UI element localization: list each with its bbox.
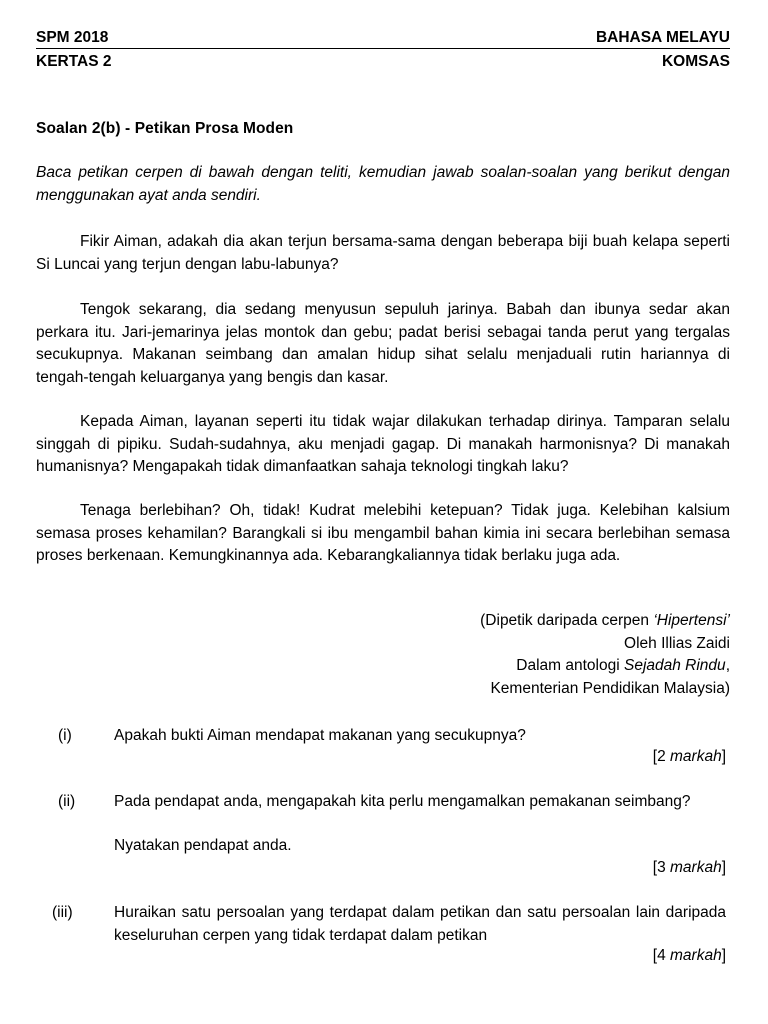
marks-open: [2 xyxy=(652,748,670,765)
header-row-bottom xyxy=(36,53,730,71)
exam-year: SPM 2018 xyxy=(36,29,109,46)
question-marks xyxy=(653,857,726,880)
citation-publisher: Kementerian Pendidikan Malaysia) xyxy=(490,679,730,697)
question-number: (ii) xyxy=(58,793,76,810)
header-divider xyxy=(36,48,730,49)
marks-open: [4 xyxy=(652,947,670,964)
passage-paragraph-1: Fikir Aiman, adakah dia akan terjun bersama-sama dengan beberapa biji buah kelapa seperti Si Luncai yang terjun dengan labu-labunya? xyxy=(36,233,730,273)
citation-line-1 xyxy=(480,610,730,633)
question-marks xyxy=(653,746,726,769)
question-marks xyxy=(653,945,726,968)
citation xyxy=(480,610,730,700)
marks-close: ] xyxy=(721,748,726,765)
passage-paragraph-3: Kepada Aiman, layanan seperti itu tidak wajar dilakukan terhadap dirinya. Tamparan selalu singgah di pipiku. Sudah-sudahnya, aku menjadi gagap. Di manakah harmonisnya? Di manakah humanisnya? Mengapakah tidak dimanfaatkan sahaja teknologi tingkah laku? xyxy=(36,413,730,475)
citation-author: Oleh Illias Zaidi xyxy=(624,634,730,652)
passage-paragraph-4: Tenaga berlebihan? Oh, tidak! Kudrat melebihi ketepuan? Tidak juga. Kelebihan kalsium semasa proses kehamilan? Barangkali si ibu mengambil bahan kimia ini secara berlebihan semasa proses berkenaan. Kemungkinannya ada. Kebarangkaliannya tidak berlaku juga ada. xyxy=(36,502,730,564)
component-name: KOMSAS xyxy=(661,53,730,70)
marks-word: markah xyxy=(670,947,722,964)
passage-paragraph-2: Tengok sekarang, dia sedang menyusun sepuluh jarinya. Babah dan ibunya sedar akan perkara itu. Jari-jemarinya jelas montok dan gebu; padat berisi sebagai tanda perut yang tergalas secukupnya. Makanan seimbang dan amalan hidup sihat selalu menjaduali rutin hariannya di tengah-tengah keluarganya yang bengis dan kasar. xyxy=(36,301,730,386)
question-text: Apakah bukti Aiman mendapat makanan yang secukupnya? xyxy=(114,727,526,744)
instruction-text: Baca petikan cerpen di bawah dengan teliti, kemudian jawab soalan-soalan yang berikut dengan menggunakan ayat anda sendiri. xyxy=(36,164,730,204)
citation-anthology-prefix: Dalam antologi xyxy=(516,657,624,674)
citation-comma: , xyxy=(725,657,730,674)
question-extra: Nyatakan pendapat anda. xyxy=(114,837,292,854)
citation-line-3 xyxy=(480,655,730,678)
citation-prefix: (Dipetik daripada cerpen xyxy=(480,612,654,629)
marks-close: ] xyxy=(721,859,726,876)
header-row-top xyxy=(36,29,730,47)
story-title: ‘Hipertensi’ xyxy=(653,612,730,629)
marks-close: ] xyxy=(721,947,726,964)
marks-open: [3 xyxy=(652,859,670,876)
section-title: Soalan 2(b) - Petikan Prosa Moden xyxy=(36,120,294,137)
paper-number: KERTAS 2 xyxy=(36,53,112,70)
question-text: Pada pendapat anda, mengapakah kita perlu mengamalkan pemakanan seimbang? xyxy=(114,793,691,810)
question-number: (i) xyxy=(58,727,72,744)
question-number: (iii) xyxy=(52,904,73,921)
subject-name: BAHASA MELAYU xyxy=(595,29,730,46)
anthology-title: Sejadah Rindu xyxy=(623,657,726,674)
marks-word: markah xyxy=(670,859,722,876)
question-text: Huraikan satu persoalan yang terdapat dalam petikan dan satu persoalan lain daripada keseluruhan cerpen yang tidak terdapat dalam petikan xyxy=(114,904,726,944)
marks-word: markah xyxy=(670,748,722,765)
